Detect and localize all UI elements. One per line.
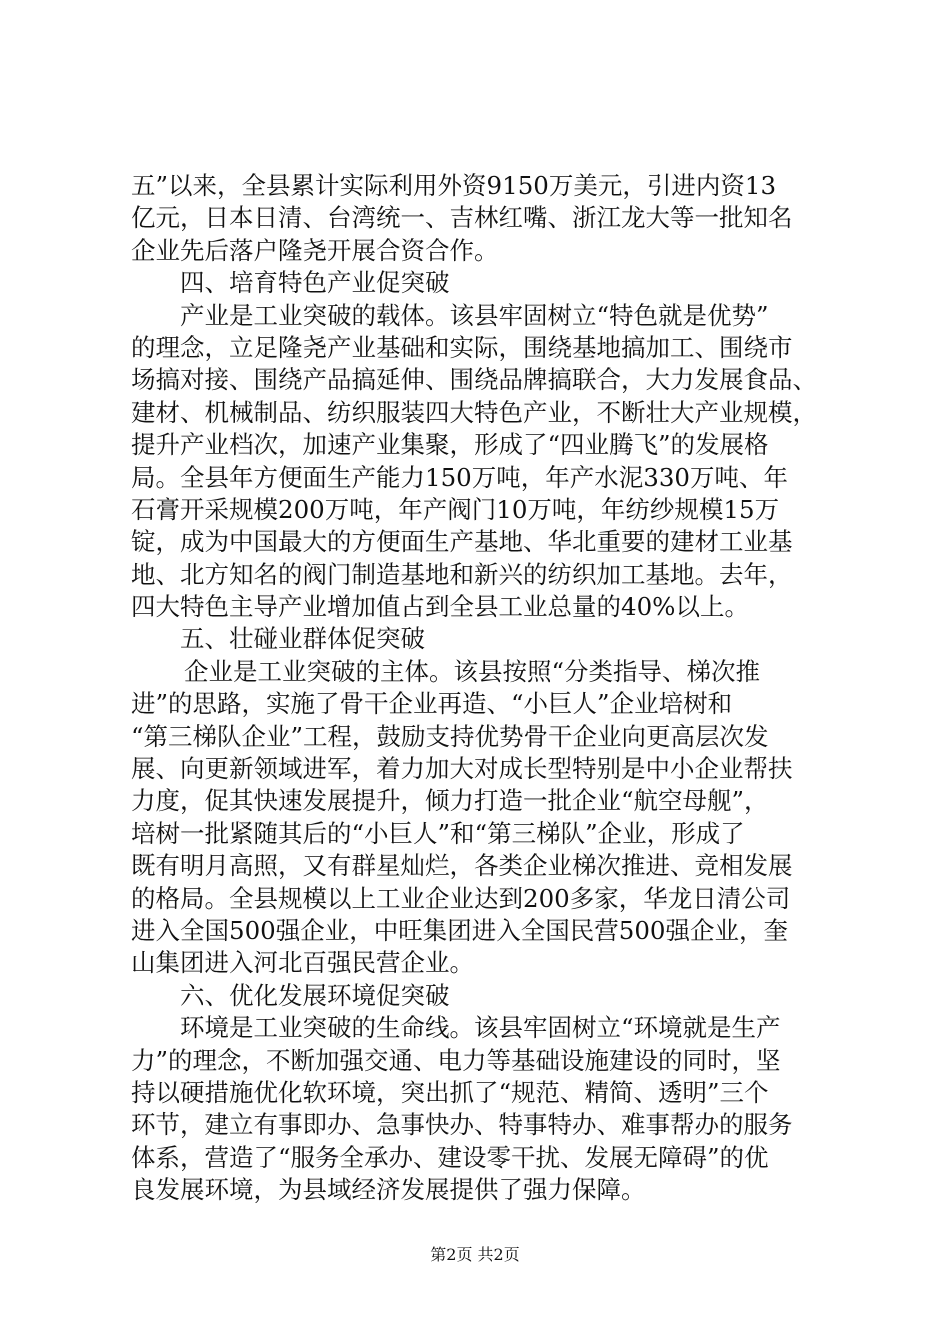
text-line: 六、优化发展环境促突破 bbox=[180, 980, 450, 1010]
text-line: 环节，建立有事即办、急事快办、特事特办、难事帮办的服务 bbox=[131, 1110, 793, 1140]
text-line: 建材、机械制品、纺织服装四大特色产业，不断壮大产业规模， bbox=[131, 397, 817, 427]
text-line: 进入全国500强企业，中旺集团进入全国民营500强企业，奎 bbox=[131, 915, 789, 945]
text-line: 力”的理念，不断加强交通、电力等基础设施建设的同时，坚 bbox=[131, 1045, 781, 1075]
text-line: 四大特色主导产业增加值占到全县工业总量的40%以上。 bbox=[131, 592, 749, 622]
text-line: 产业是工业突破的载体。该县牢固树立“特色就是优势” bbox=[180, 300, 769, 330]
text-line: 环境是工业突破的生命线。该县牢固树立“环境就是生产 bbox=[180, 1013, 781, 1043]
text-line: 进”的思路，实施了骨干企业再造、“小巨人”企业培树和 bbox=[131, 689, 733, 719]
text-line: 企业是工业突破的主体。该县按照“分类指导、梯次推 bbox=[184, 656, 761, 686]
text-line: 局。全县年方便面生产能力150万吨，年产水泥330万吨、年 bbox=[131, 462, 789, 492]
page-footer: 第2页 共2页 bbox=[430, 1245, 520, 1264]
text-line: 地、北方知名的阀门制造基地和新兴的纺织加工基地。去年， bbox=[131, 559, 793, 589]
text-line: 五”以来，全县累计实际利用外资9150万美元，引进内资13 bbox=[131, 171, 777, 200]
text-line: 企业先后落户隆尧开展合资合作。 bbox=[131, 235, 499, 265]
text-line: 培树一批紧随其后的“小巨人”和“第三梯队”企业，形成了 bbox=[131, 818, 745, 848]
text-line: 的格局。全县规模以上工业企业达到200多家，华龙日清公司 bbox=[131, 883, 791, 913]
text-line: 体系，营造了“服务全承办、建设零干扰、发展无障碍”的优 bbox=[131, 1142, 769, 1172]
text-line: 场搞对接、围绕产品搞延伸、围绕品牌搞联合，大力发展食品、 bbox=[131, 365, 817, 395]
text-line: 五、壮碰业群体促突破 bbox=[180, 624, 425, 654]
text-line: “第三梯队企业”工程，鼓励支持优势骨干企业向更高层次发 bbox=[131, 721, 769, 751]
text-line: 亿元，日本日清、台湾统一、吉林红嘴、浙江龙大等一批知名 bbox=[131, 203, 793, 233]
text-line: 持以硬措施优化软环境，突出抓了“规范、精简、透明”三个 bbox=[131, 1077, 769, 1107]
text-line: 锭，成为中国最大的方便面生产基地、华北重要的建材工业基 bbox=[131, 527, 793, 557]
text-line: 的理念，立足隆尧产业基础和实际，围绕基地搞加工、围绕市 bbox=[131, 332, 793, 362]
text-line: 山集团进入河北百强民营企业。 bbox=[131, 948, 474, 978]
text-line: 四、培育特色产业促突破 bbox=[180, 268, 450, 298]
text-line: 提升产业档次，加速产业集聚，形成了“四业腾飞”的发展格 bbox=[131, 430, 769, 460]
text-line: 石膏开采规模200万吨，年产阀门10万吨，年纺纱规模15万 bbox=[131, 494, 780, 524]
document-body bbox=[131, 170, 851, 1207]
text-line: 展、向更新领域进军，着力加大对成长型特别是中小企业帮扶 bbox=[131, 754, 793, 784]
text-line: 力度，促其快速发展提升，倾力打造一批企业“航空母舰”， bbox=[131, 786, 769, 816]
text-line: 既有明月高照，又有群星灿烂，各类企业梯次推进、竞相发展 bbox=[131, 851, 793, 881]
text-line: 良发展环境，为县域经济发展提供了强力保障。 bbox=[131, 1175, 646, 1205]
